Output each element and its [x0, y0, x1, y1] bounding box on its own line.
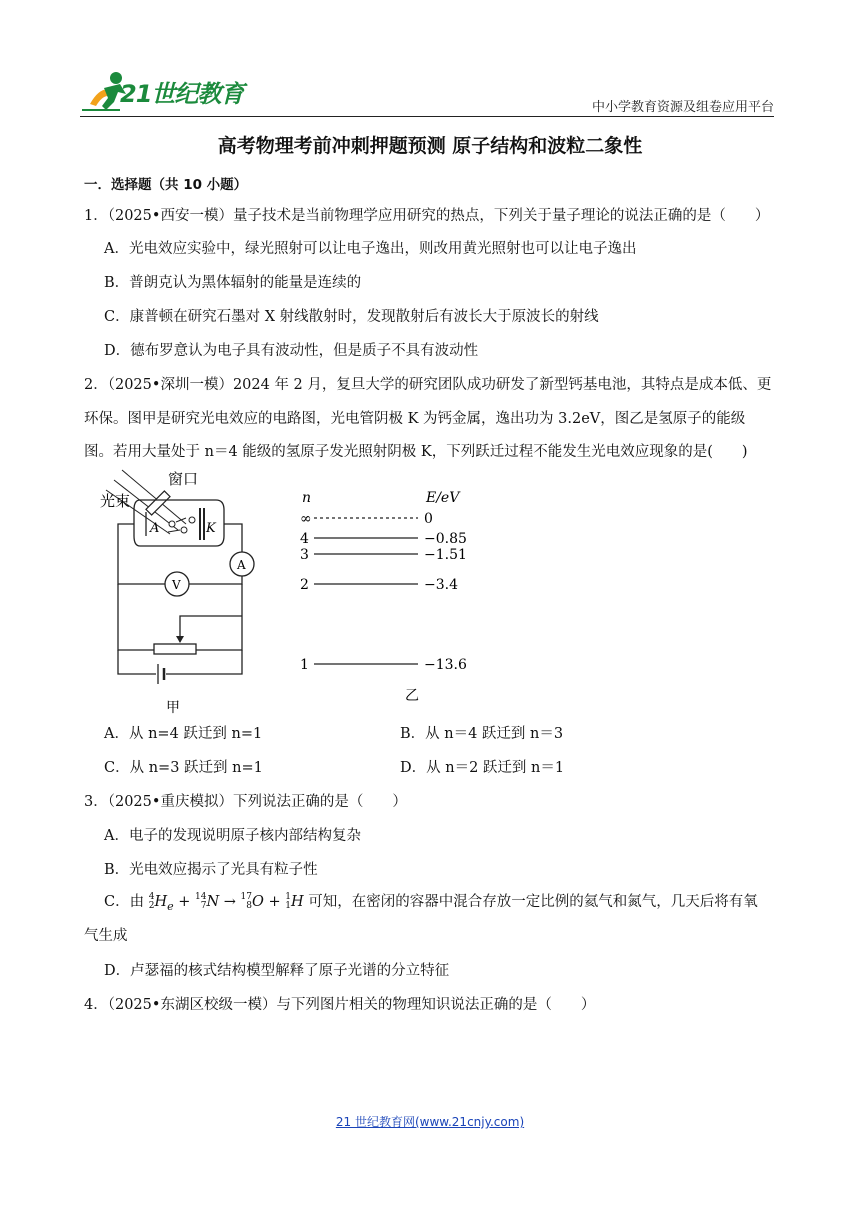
energy-axis-label [425, 490, 461, 506]
question-3-option-d[interactable]: D．卢瑟福的核式结构模型解释了原子光谱的分立特征 [104, 963, 450, 979]
section-heading: 一．选择题（共 10 小题） [84, 177, 248, 193]
energy-level-e-label: −3.4 [424, 577, 458, 593]
question-1-option-b[interactable]: B．普朗克认为黑体辐射的能量是连续的 [104, 275, 362, 291]
question-3-option-c-line-2: 气生成 [84, 928, 128, 944]
energy-axis-label-text: E/eV [426, 490, 460, 506]
energy-level-e-label: −1.51 [424, 547, 467, 563]
ammeter-label: A [237, 558, 246, 572]
page-title: 高考物理考前冲刺押题预测 原子结构和波粒二象性 [217, 135, 643, 157]
question-text: （2025•重庆模拟）下列说法正确的是（ ） [107, 794, 407, 810]
nuclear-equation: 4 $2H_e + 14$ 7N → 17 8O + 1 1H [148, 892, 309, 913]
question-3-option-a[interactable]: A．电子的发现说明原子核内部结构复杂 [104, 828, 361, 844]
beam-label: 光束 [100, 492, 131, 510]
question-text-line: （2025•深圳一模）2024 年 2 月，复旦大学的研究团队成功研发了新型钙基电池，其特点是成本低、更 [107, 377, 772, 393]
figure-jia-circuit [96, 466, 266, 716]
question-2-option-b[interactable]: B．从 n＝4 跃迁到 n＝3 [400, 726, 564, 742]
energy-level-e-label: −13.6 [424, 657, 467, 673]
logo-text: 21世纪教育 [120, 80, 244, 108]
question-number: 3． [84, 794, 108, 810]
question-2-option-a[interactable]: A．从 n=4 跃迁到 n=1 [104, 726, 263, 742]
question-2-option-c[interactable]: C．从 n=3 跃迁到 n=1 [104, 760, 263, 776]
energy-level-e-label: −0.85 [424, 531, 467, 547]
question-3-option-c[interactable] [104, 892, 758, 917]
question-1-stem [84, 206, 780, 226]
figure-yi-caption: 乙 [405, 688, 419, 704]
figure-yi-energy-levels [290, 488, 490, 714]
figure-jia-caption: 甲 [166, 700, 180, 716]
energy-level-group [300, 511, 467, 673]
energy-level-n-label: ∞ [300, 511, 312, 527]
question-2-option-d[interactable]: D．从 n＝2 跃迁到 n＝1 [400, 760, 565, 776]
footer-link[interactable]: 21 世纪教育网(www.21cnjy.com) [335, 1115, 525, 1129]
question-number: 1． [84, 208, 108, 224]
energy-level-n-label: 1 [300, 657, 309, 673]
question-number: 4． [84, 997, 108, 1013]
question-3-option-b[interactable]: B．光电效应揭示了光具有粒子性 [104, 862, 318, 878]
question-2-stem-line-3: 图。若用大量处于 n＝4 能级的氢原子发光照射阴极 K，下列跃迁过程不能发生光电效应现象的是( ) [84, 444, 748, 460]
question-text: （2025•东湖区校级一模）与下列图片相关的物理知识说法正确的是（ ） [107, 997, 596, 1013]
question-4-stem [84, 995, 780, 1015]
question-2-stem [84, 375, 780, 395]
question-1-option-a[interactable]: A．光电效应实验中，绿光照射可以让电子逸出，则改用黄光照射也可以让电子逸出 [104, 241, 637, 257]
option-c-suffix: 可知，在密闭的容器中混合存放一定比例的氦气和氮气，几天后将有氧 [308, 894, 758, 910]
voltmeter-label: V [172, 578, 181, 592]
question-2-stem-line-2: 环保。图甲是研究光电效应的电路图，光电管阴极 K 为钙金属，逸出功为 3.2eV，图乙是氢原子的能级 [84, 411, 746, 427]
question-text: （2025•西安一模）量子技术是当前物理学应用研究的热点，下列关于量子理论的说法正确的是（ ） [107, 208, 770, 224]
question-1-option-c[interactable]: C．康普顿在研究石墨对 X 射线散射时，发现散射后有波长大于原波长的射线 [104, 309, 599, 325]
question-3-stem [84, 792, 780, 812]
cathode-label: K [206, 521, 216, 536]
energy-level-n-label: 3 [300, 547, 309, 563]
question-number: 2． [84, 377, 108, 393]
energy-level-n-label: 2 [300, 577, 309, 593]
anode-label: A [150, 521, 160, 536]
header-divider [80, 116, 774, 117]
window-label: 窗口 [168, 470, 199, 488]
question-1-option-d[interactable]: D．德布罗意认为电子具有波动性，但是质子不具有波动性 [104, 343, 479, 359]
platform-name: 中小学教育资源及组卷应用平台 [591, 100, 774, 115]
energy-level-e-label: 0 [424, 511, 433, 527]
option-c-prefix: C．由 [104, 894, 145, 910]
energy-level-n-label: 4 [300, 531, 309, 547]
n-axis-label: n [302, 490, 312, 506]
